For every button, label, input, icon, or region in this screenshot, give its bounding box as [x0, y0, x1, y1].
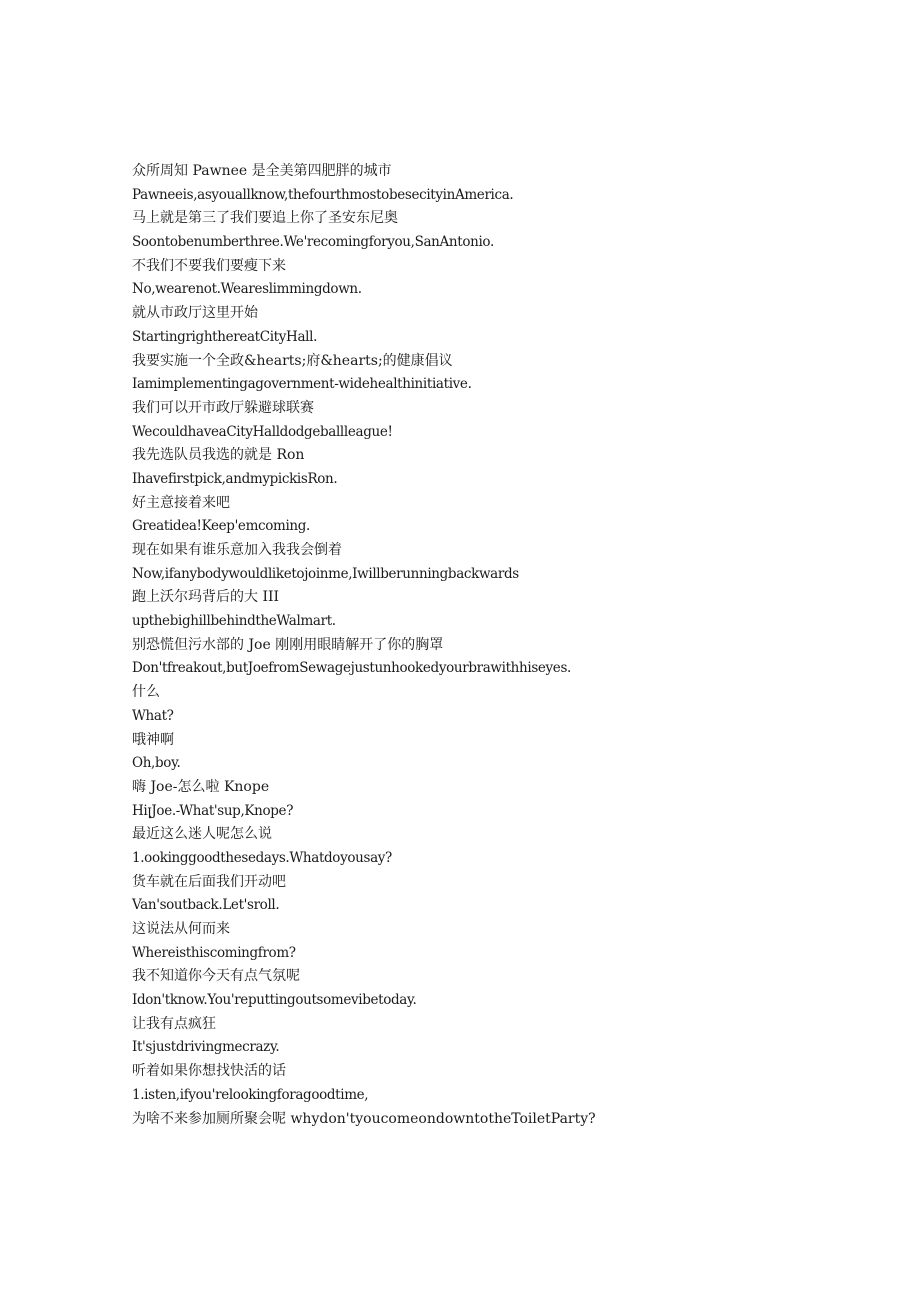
subtitle-line-en: WecouldhaveaCityHalldodgeballleague! — [132, 423, 393, 440]
subtitle-line-zh: 什么 — [132, 684, 160, 701]
subtitle-line-zh: 跑上沃尔玛背后的大 III — [132, 589, 280, 606]
subtitle-line-zh: 货车就在后面我们开动吧 — [132, 873, 286, 890]
subtitle-line-zh: 马上就是第三了我们要追上你了圣安东尼奥 — [132, 210, 398, 227]
subtitle-line-zh: 我先选队员我选的就是 Ron — [132, 447, 305, 464]
subtitle-line-zh: 这说法从何而来 — [132, 921, 230, 937]
subtitle-line-zh: 我不知道你今天有点气氛呢 — [132, 968, 300, 985]
subtitle-line-en: Don'tfreakout,butJoefromSewagejustunhookedyourbrawithhiseyes. — [132, 660, 571, 677]
subtitle-line-en: Ihavefirstpick,andmypickisRon. — [132, 470, 338, 487]
subtitle-line-en: Soontobenumberthree.We'recomingforyou,SanAntonio. — [132, 234, 494, 251]
subtitle-line-en: What? — [132, 707, 174, 724]
subtitle-line-zh: 众所周知 Pawnee 是全美第四肥胖的城市 — [132, 163, 392, 179]
subtitle-line-zh: 我们可以开市政厅躲避球联赛 — [132, 399, 314, 416]
subtitle-line-en: StartingrighthereatCityHall. — [132, 328, 318, 345]
subtitle-line-en: HiꞁJoe.-What'sup,Knope? — [132, 802, 294, 819]
subtitle-line-zh: 别恐慌但污水部的 Joe 刚刚用眼睛解开了你的胸罩 — [132, 636, 444, 653]
subtitle-line-zh: 嗨 Joe-怎么啦 Knope — [132, 778, 270, 795]
subtitle-line-zh: 好主意接着来吧 — [132, 494, 230, 511]
subtitle-line-zh: 现在如果有谁乐意加入我我会倒着 — [132, 542, 342, 558]
subtitle-line-en: Whereisthiscomingfrom? — [132, 944, 296, 961]
subtitle-line-zh: 哦神啊 — [132, 731, 174, 748]
subtitle-line-en: Pawneeis,asyouallknow,thefourthmostobesecityinAmerica. — [132, 186, 514, 203]
subtitle-line-en: upthebighillbehindtheWalmart. — [132, 613, 336, 630]
subtitle-line-zh: 不我们不要我们要瘦下来 — [132, 257, 286, 274]
subtitle-line-en: Oh,boy. — [132, 755, 181, 772]
subtitle-line-en: Iamimplementingagovernment-widehealthinitiative. — [132, 376, 472, 393]
subtitle-line-en: Greatidea!Keep'emcoming. — [132, 518, 311, 535]
subtitle-line-en: Idon'tknow.You'reputtingoutsomevibetoday. — [132, 992, 417, 1009]
subtitle-line-en: 1.isten,ifyou'relookingforagoodtime, — [132, 1086, 369, 1103]
document-body — [132, 160, 892, 1131]
subtitle-line-zh: 就从市政厅这里开始 — [132, 305, 258, 322]
subtitle-line-zh: 最近这么迷人呢怎么说 — [132, 826, 272, 843]
subtitle-line-zh: 为啥不来参加厕所聚会呢 whydon'tyoucomeondowntotheToiletParty? — [132, 1110, 596, 1127]
subtitle-line-en: Van'soutback.Let'sroll. — [132, 897, 280, 914]
subtitle-line-zh: 听着如果你想找快活的话 — [132, 1063, 286, 1080]
subtitle-line-zh: 让我有点疯狂 — [132, 1015, 216, 1032]
subtitle-line-en: No,wearenot.Weareslimmingdown. — [132, 281, 362, 298]
subtitle-line-zh: 我要实施一个全政&hearts;府&hearts;的健康倡议 — [132, 352, 453, 369]
subtitle-line-en: It'sjustdrivingmecrazy. — [132, 1039, 280, 1056]
subtitle-line-en: 1.ookinggoodthesedays.Whatdoyousay? — [132, 849, 392, 866]
subtitle-line-en: Now,ifanybodywouldliketojoinme,Iwillberunningbackwards — [132, 565, 519, 582]
